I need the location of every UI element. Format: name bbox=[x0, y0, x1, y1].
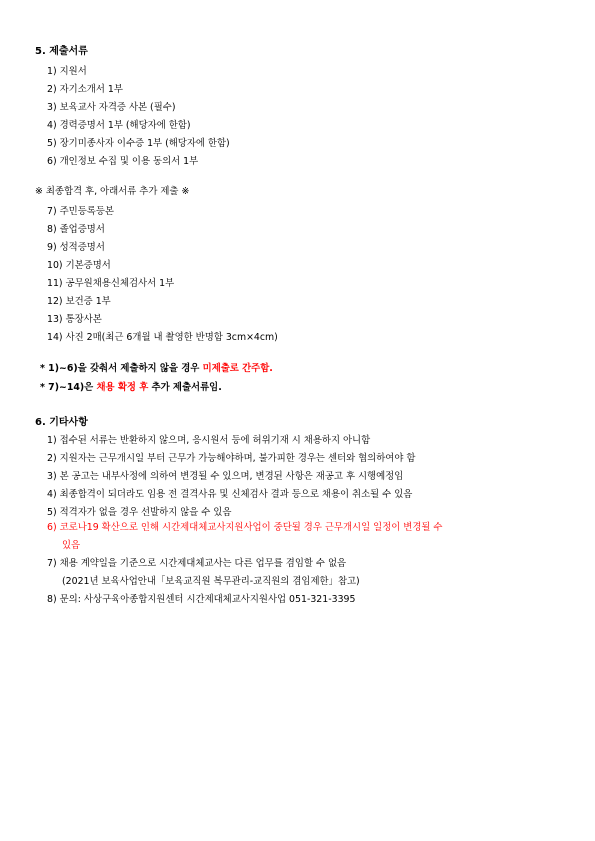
etc-item-8-contact: 8) 문의: 사상구육아종합지원센터 시간제대체교사지원사업 051-321-3395 bbox=[47, 594, 356, 605]
document-item-4: 4) 경력증명서 1부 (해당자에 한함) bbox=[47, 120, 191, 131]
section5-heading: 5. 제출서류 bbox=[35, 46, 88, 57]
final-item-13: 13) 통장사본 bbox=[47, 314, 102, 325]
etc-item-3: 3) 본 공고는 내부사정에 의하여 변경될 수 있으며, 변경된 사항은 재공고 후 시행예정임 bbox=[47, 471, 404, 482]
etc-item-1: 1) 접수된 서류는 반환하지 않으며, 응시원서 등에 허위기재 시 채용하지 아니함 bbox=[47, 435, 371, 446]
etc-item-2: 2) 지원자는 근무개시일 부터 근무가 가능해야하며, 불가피한 경우는 센터와 협의하여야 함 bbox=[47, 453, 416, 464]
final-item-9: 9) 성적증명서 bbox=[47, 242, 105, 253]
section6-heading: 6. 기타사항 bbox=[35, 417, 88, 428]
final-item-7: 7) 주민등록등본 bbox=[47, 206, 114, 217]
etc-item-7-line1: 7) 채용 계약일을 기준으로 시간제대체교사는 다른 업무를 겸임할 수 없음 bbox=[47, 558, 347, 569]
warning-incomplete bbox=[40, 362, 273, 376]
etc-item-6-line1: 6) 코로나19 확산으로 인해 시간제대체교사지원사업이 중단될 경우 근무개시일 일정이 변경될 수 bbox=[47, 522, 443, 533]
document-item-1: 1) 지원서 bbox=[47, 66, 87, 77]
etc-item-4: 4) 최종합격이 되더라도 임용 전 결격사유 및 신체검사 결과 등으로 채용이 취소될 수 있음 bbox=[47, 489, 413, 500]
warning-incomplete-highlight: 미제출로 간주함. bbox=[202, 363, 273, 374]
warning-additional-prefix: * 7)~14)은 bbox=[40, 382, 97, 393]
document-item-2: 2) 자기소개서 1부 bbox=[47, 84, 123, 95]
etc-item-5: 5) 적격자가 없을 경우 선발하지 않을 수 있음 bbox=[47, 507, 232, 518]
document-item-5: 5) 장기미종사자 이수증 1부 (해당자에 한함) bbox=[47, 138, 230, 149]
warning-additional-suffix: 추가 제출서류임. bbox=[148, 382, 222, 393]
warning-additional bbox=[40, 381, 222, 395]
document-item-6: 6) 개인정보 수집 및 이용 동의서 1부 bbox=[47, 156, 199, 167]
warning-incomplete-text: * 1)~6)을 갖춰서 제출하지 않을 경우 bbox=[40, 363, 203, 374]
final-item-8: 8) 졸업증명서 bbox=[47, 224, 105, 235]
etc-item-7-line2: (2021년 보육사업안내「보육교직원 복무관리-교직원의 겸임제한」참고) bbox=[62, 576, 360, 587]
final-pass-note: ※ 최종합격 후, 아래서류 추가 제출 ※ bbox=[35, 186, 190, 197]
final-item-14: 14) 사진 2매(최근 6개월 내 촬영한 반명함 3cm×4cm) bbox=[47, 332, 278, 343]
document-item-3: 3) 보육교사 자격증 사본 (필수) bbox=[47, 102, 176, 113]
etc-item-6-line2: 있음 bbox=[62, 540, 81, 551]
final-item-12: 12) 보건증 1부 bbox=[47, 296, 111, 307]
warning-additional-highlight: 채용 확정 후 bbox=[96, 382, 149, 393]
final-item-11: 11) 공무원채용신체검사서 1부 bbox=[47, 278, 175, 289]
final-item-10: 10) 기본증명서 bbox=[47, 260, 111, 271]
